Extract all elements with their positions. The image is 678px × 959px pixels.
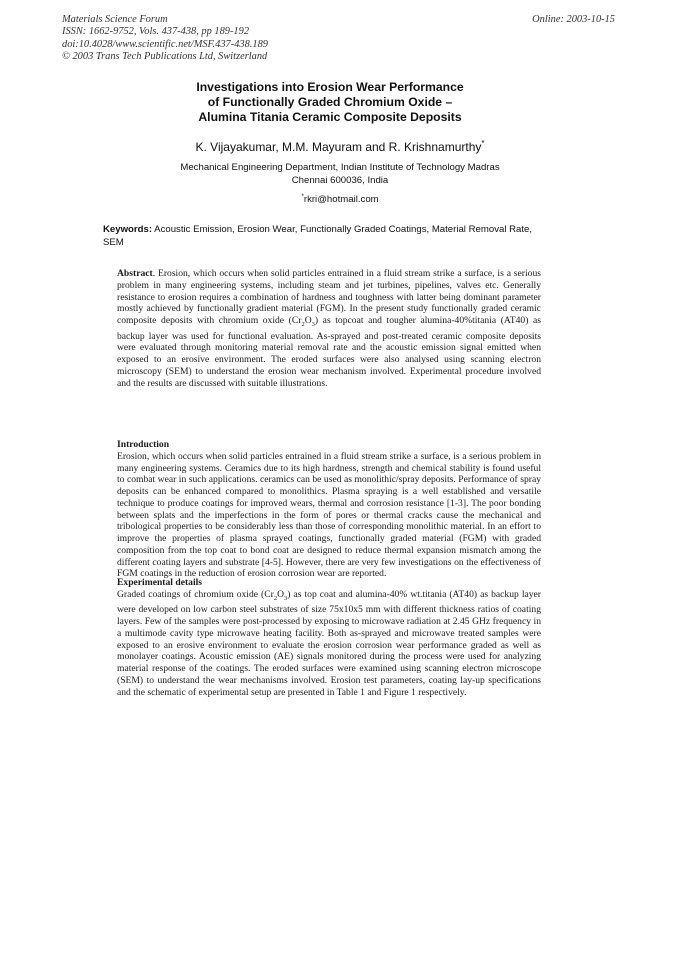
affiliation-line-2: Chennai 600036, India (291, 174, 389, 186)
email-line (100, 191, 580, 207)
experimental-text-2: O (277, 588, 285, 600)
abstract-label: Abstract (117, 268, 153, 279)
title-line-2: of Functionally Graded Chromium Oxide – (207, 95, 453, 110)
experimental-text-1: Graded coatings of chromium oxide (Cr (117, 588, 274, 600)
online-date: Online: 2003-10-15 (532, 14, 615, 25)
email-address[interactable]: rkri@hotmail.com (303, 194, 379, 206)
abstract-text-1: . Erosion, which occurs when solid particles entrained in a fluid stream strike a surface, is a serious problem in many engineering systems, including steam and jet turbines, pipelines, valves etc. Generally resistance to erosion requires a combination of hardness and toughness with latter being dominant parameter mostly achieved by functionally gradient material (FGM). In the present study functionally graded ceramic composite deposits with chromium oxide (Cr (117, 268, 541, 326)
copyright-line: © 2003 Trans Tech Publications Ltd, Switzerland (62, 51, 268, 63)
abstract-sub-1: 2 (301, 320, 305, 328)
affiliation-line-1: Mechanical Engineering Department, Indian Institute of Technology Madras (180, 162, 500, 173)
author-list (100, 136, 580, 155)
keywords-text: Acoustic Emission, Erosion Wear, Functionally Graded Coatings, Material Removal Rate, SEM (103, 224, 533, 248)
abstract-sub-2: 3 (311, 320, 315, 328)
affiliation (100, 162, 580, 207)
experimental-sub-2: 3 (284, 594, 288, 602)
issn-line: ISSN: 1662-9752, Vols. 437-438, pp 189-192 (62, 26, 250, 38)
author-names: K. Vijayakumar, M.M. Mayuram and R. Krishnamurthy (195, 140, 482, 154)
email-marker: * (301, 193, 304, 201)
corresponding-marker: * (481, 139, 485, 148)
abstract-text-2: O (304, 315, 312, 326)
introduction-section (117, 439, 541, 580)
introduction-text: Erosion, which occurs when solid particles entrained in a fluid stream strike a surface, is a serious problem in many engineering systems. Ceramics due to its high hardness, strength and chemical stability is found useful to combat wear in such applications. ceramics can be used as monolithic/spray deposits. Performance of spray deposits can be enhanced compared to monolithics. Plasma spraying is a well established and versatile technique to produce coatings for improved wears, thermal and corrosion resistance [1-3]. The poor bonding between splats and the imperfections in the form of pores or thermal cracks cause the mechanical and tribological properties to be considerably less than those of corresponding monolithic material. In an effort to improve the properties of plasma sprayed coatings, functionally graded material (FGM) with graded composition from the top coat to bond coat are designed to reduce thermal expansion mismatch among the different coating layers and substrate [4-5]. However, there are very few investigations on the effectiveness of FGM coatings in the reduction of erosion corrosion wear are reported. (117, 450, 541, 580)
experimental-text-3: ) as top coat and alumina-40% wt.titania (AT40) as backup layer were developed on low carbon steel substrates of size 75x10x5 mm with different thickness ratios of coating layers. Few of the samples were post-processed by exposing to microwave radiation at 2.45 GHz frequency in a multimode cavity type microwave heating facility. Both as-sprayed and microwave treated samples were exposed to an erosive environment to evaluate the erosion corrosion wear performance graded as well as monolayer coatings. Acoustic emission (AE) signals monitored during the process were used for analyzing material response of the coatings. The eroded surfaces were examined using scanning electron microscope (SEM) to understand the wear mechanisms involved. Erosion test parameters, coating lay-up specifications and the schematic of experimental setup are presented in Table 1 and Figure 1 respectively. (117, 588, 541, 698)
journal-name: Materials Science Forum (62, 14, 168, 25)
title-line-1: Investigations into Erosion Wear Performance (196, 80, 464, 94)
experimental-heading: Experimental details (117, 577, 203, 588)
title-line-3: Alumina Titania Ceramic Composite Deposits (198, 110, 462, 125)
keywords (103, 224, 543, 249)
experimental-section (117, 577, 541, 698)
introduction-heading: Introduction (117, 439, 170, 450)
paper-title (100, 80, 560, 126)
journal-header (62, 14, 382, 64)
experimental-sub-1: 2 (273, 594, 278, 602)
doi-line[interactable]: doi:10.4028/www.scientific.net/MSF.437-438.189 (62, 38, 268, 50)
abstract (117, 268, 541, 389)
abstract-text-3: ) as topcoat and tougher alumina-40%titania (AT40) as backup layer was used for functional evaluation. As-sprayed and post-treated ceramic composite deposits were evaluated through monitoring material removal rate and the acoustic emission signal emitted when exposed to an erosive environment. The eroded surfaces were also analysed using scanning electron microscopy (SEM) to understand the erosion wear mechanism involved. Experimental procedure involved and the results are discussed with suitable illustrations. (117, 315, 541, 389)
keywords-label: Keywords: (103, 224, 153, 235)
